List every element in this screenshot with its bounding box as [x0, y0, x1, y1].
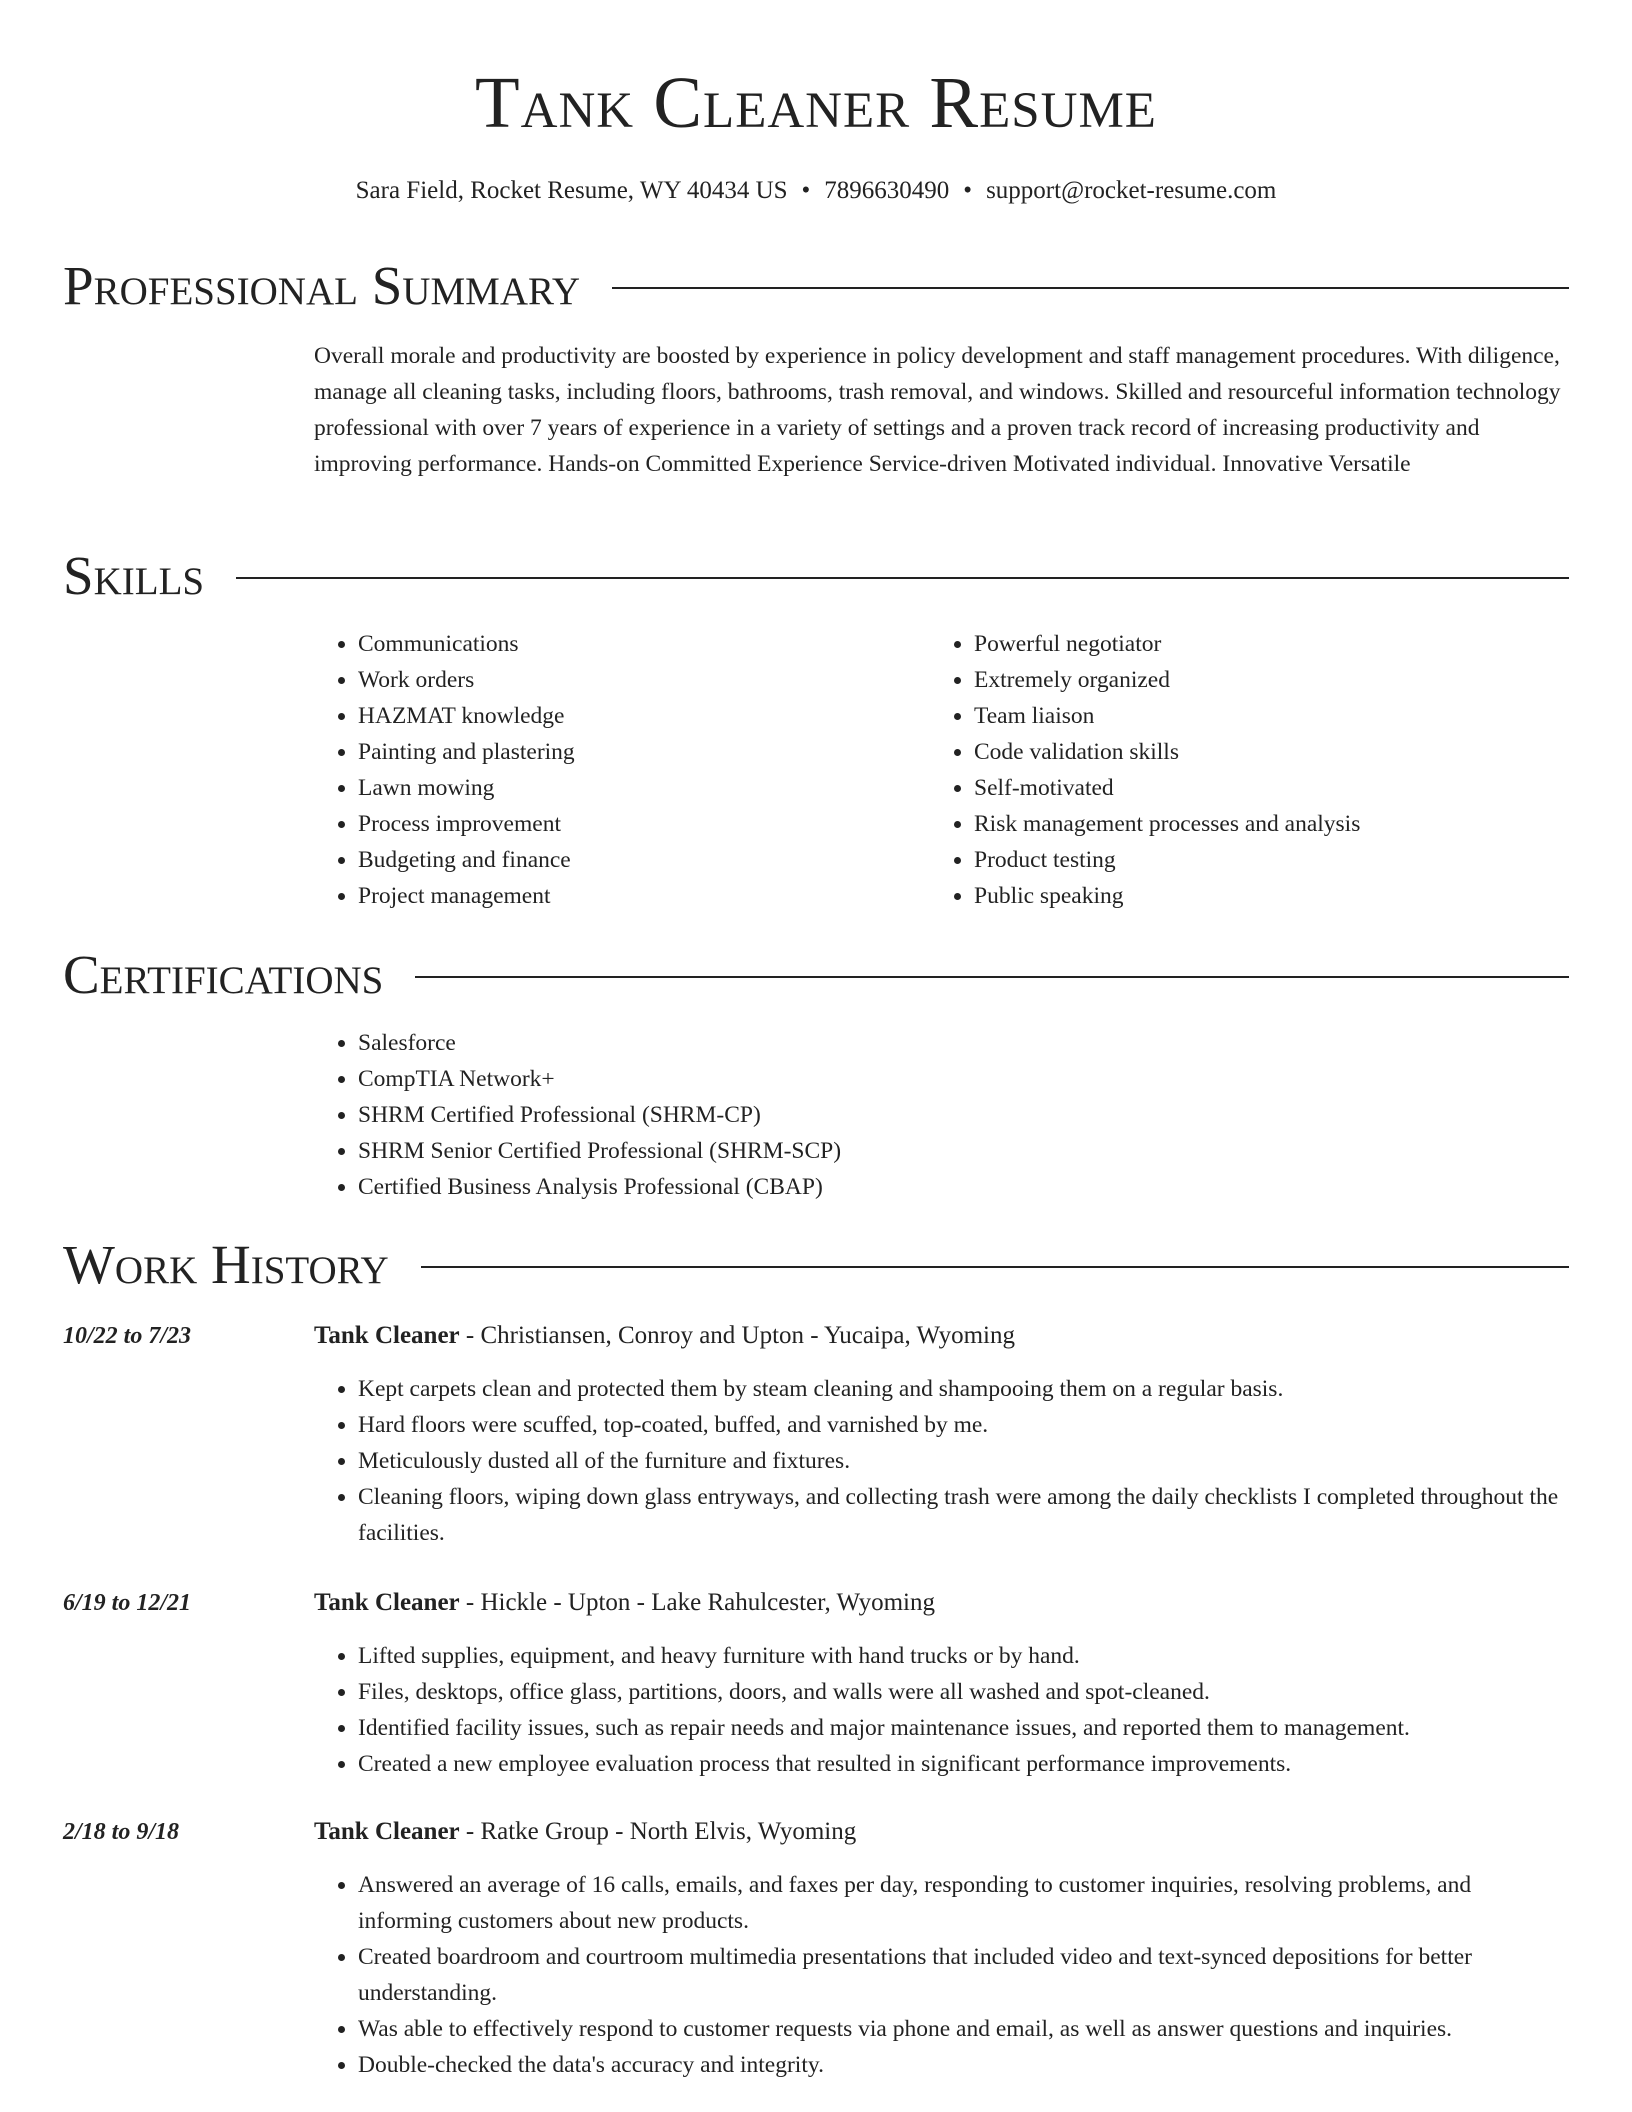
certifications-list	[314, 1025, 1314, 1205]
certification-item: • Salesforce	[358, 1025, 1314, 1061]
job-bullets	[314, 1867, 1570, 2083]
skill-item: • Communications	[358, 626, 914, 662]
job-bullet: • Meticulously dusted all of the furniture and fixtures.	[358, 1443, 1570, 1479]
certification-item: • SHRM Senior Certified Professional (SHRM-SCP)	[358, 1133, 1314, 1169]
job-details: - Hickle - Upton - Lake Rahulcester, Wyoming	[459, 1589, 936, 1616]
job-heading	[314, 1585, 1570, 1621]
section-divider	[421, 1266, 1569, 1268]
skill-item: • Process improvement	[358, 806, 914, 842]
skill-item: • Code validation skills	[974, 734, 1570, 770]
job-bullet: • Created a new employee evaluation process that resulted in significant performance improvements.	[358, 1746, 1570, 1782]
job-heading	[314, 1814, 1570, 1850]
skills-column-left	[314, 626, 914, 914]
job-title: Tank Cleaner	[314, 1322, 460, 1349]
skill-item: • Extremely organized	[974, 662, 1570, 698]
contact-line	[0, 174, 1632, 208]
skill-item: • Painting and plastering	[358, 734, 914, 770]
skill-item: • Work orders	[358, 662, 914, 698]
summary-text: Overall morale and productivity are boosted by experience in policy development and staff management procedures. With diligence, manage all cleaning tasks, including floors, bathrooms, trash removal, and windows. Skilled and resourceful information technology professional with over 7 years of experience in a variety of settings and a proven track record of increasing productivity and improving performance. Hands-on Committed Experience Service-driven Motivated individual. Innovative Versatile	[314, 343, 1561, 477]
skills-column-right	[930, 626, 1570, 914]
job-bullet: • Cleaning floors, wiping down glass entryways, and collecting trash were among the daily checklists I completed throughout the facilities.	[358, 1479, 1570, 1551]
job-bullet: • Was able to effectively respond to customer requests via phone and email, as well as answer questions and inquiries.	[358, 2011, 1570, 2047]
job-title: Tank Cleaner	[314, 1589, 460, 1616]
job-dates: 10/22 to 7/23	[63, 1323, 192, 1349]
job-dates: 6/19 to 12/21	[63, 1590, 192, 1616]
job-heading	[314, 1318, 1570, 1354]
skill-item: • Team liaison	[974, 698, 1570, 734]
skill-item: • Public speaking	[974, 878, 1570, 914]
skill-item: • Lawn mowing	[358, 770, 914, 806]
job-bullets	[314, 1638, 1570, 1782]
job-details: - Ratke Group - North Elvis, Wyoming	[459, 1818, 857, 1845]
job-bullet: • Kept carpets clean and protected them by steam cleaning and shampooing them on a regular basis.	[358, 1371, 1570, 1407]
skill-item: • Self-motivated	[974, 770, 1570, 806]
job-bullet: • Hard floors were scuffed, top-coated, buffed, and varnished by me.	[358, 1407, 1570, 1443]
skill-item: • Budgeting and finance	[358, 842, 914, 878]
job-bullet: • Answered an average of 16 calls, emails, and faxes per day, responding to customer inquiries, resolving problems, and informing customers about new products.	[358, 1867, 1570, 1939]
section-header-skills	[63, 542, 1569, 610]
contact-separator: •	[801, 177, 811, 204]
section-divider	[415, 976, 1569, 978]
certification-item: • Certified Business Analysis Professional (CBAP)	[358, 1169, 1314, 1205]
skill-item: • Product testing	[974, 842, 1570, 878]
section-header-summary	[63, 252, 1569, 320]
contact-separator: •	[963, 177, 973, 204]
job-bullet: • Lifted supplies, equipment, and heavy furniture with hand trucks or by hand.	[358, 1638, 1570, 1674]
skill-item: • Project management	[358, 878, 914, 914]
job-title: Tank Cleaner	[314, 1818, 460, 1845]
section-divider	[236, 577, 1569, 579]
section-title-skills: Skills	[63, 545, 205, 606]
job-dates: 2/18 to 9/18	[63, 1819, 180, 1845]
job-bullet: • Double-checked the data's accuracy and integrity.	[358, 2047, 1570, 2083]
contact-phone: 7896630490	[824, 177, 950, 204]
job-details: - Christiansen, Conroy and Upton - Yucaipa, Wyoming	[459, 1322, 1015, 1349]
job-bullet: • Created boardroom and courtroom multimedia presentations that included video and text-synced depositions for better understanding.	[358, 1939, 1570, 2011]
resume-title: Tank Cleaner Resume	[475, 62, 1157, 143]
skill-item: • HAZMAT knowledge	[358, 698, 914, 734]
job-bullet: • Identified facility issues, such as repair needs and major maintenance issues, and reported them to management.	[358, 1710, 1570, 1746]
certification-item: • SHRM Certified Professional (SHRM-CP)	[358, 1097, 1314, 1133]
contact-email: support@rocket-resume.com	[986, 177, 1277, 204]
job-bullet: • Files, desktops, office glass, partitions, doors, and walls were all washed and spot-cleaned.	[358, 1674, 1570, 1710]
section-title-work-history: Work History	[63, 1234, 389, 1295]
skill-item: • Powerful negotiator	[974, 626, 1570, 662]
section-title-summary: Professional Summary	[63, 255, 581, 316]
section-header-certifications	[63, 941, 1569, 1009]
skill-item: • Risk management processes and analysis	[974, 806, 1570, 842]
section-header-work-history	[63, 1231, 1569, 1299]
job-bullets	[314, 1371, 1570, 1551]
contact-address: Sara Field, Rocket Resume, WY 40434 US	[355, 177, 788, 204]
certification-item: • CompTIA Network+	[358, 1061, 1314, 1097]
section-divider	[612, 287, 1569, 289]
section-title-certifications: Certifications	[63, 944, 384, 1005]
